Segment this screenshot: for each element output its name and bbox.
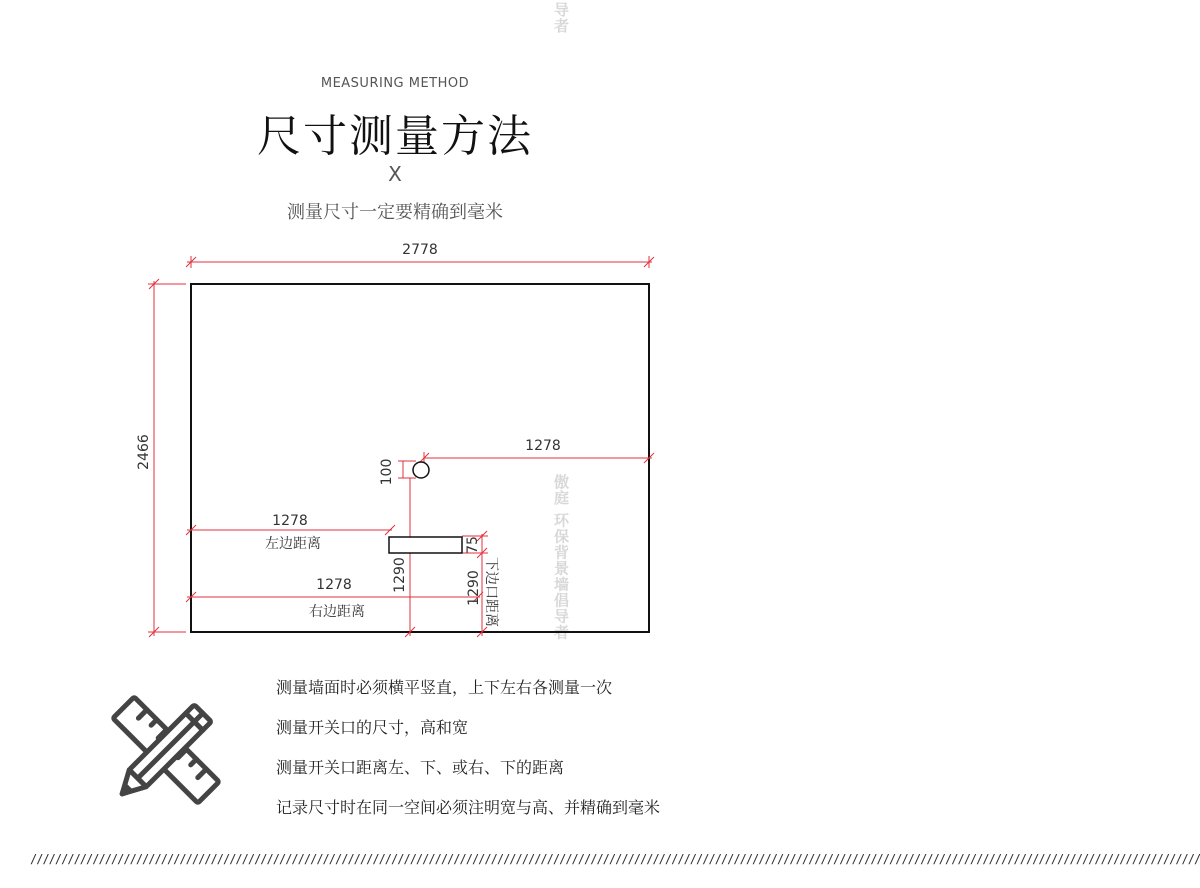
left-distance-value: 1278 [272,513,308,529]
subtitle-english: MEASURING METHOD [320,76,470,91]
page-title: 尺寸测量方法 [257,111,533,162]
outlet-height-label: 75 [465,536,481,554]
footer-hatch-divider: //////////////////////////////////////////////////////////////////////////////////////////////////////////////////////////////////////////////////////////////////////////////////////////// [30,852,1200,866]
cross-mark: X [388,162,402,186]
right-distance-value: 1278 [316,577,352,593]
bottom-right-label: 1290 [466,570,482,606]
instruction-item: 测量开关口的尺寸，高和宽 [276,718,469,737]
left-distance-text: 左边距离 [265,536,321,552]
watermark-side: 傲庭 环保背景墙倡导者 [552,474,570,641]
height-label: 2466 [136,434,152,470]
bottom-distance-text: 下边口距离 [483,557,499,627]
ruler-and-pencil-crossed-icon [104,688,228,812]
socket-circle [413,462,429,478]
bottom-left-label: 1290 [392,557,408,593]
socket-offset-label: 100 [379,458,395,486]
watermark-top: 导者 [552,2,570,34]
switch-rectangle [389,537,462,553]
width-label: 2778 [402,242,438,258]
instruction-item: 测量墙面时必须横平竖直，上下左右各测量一次 [276,678,613,697]
instructions-list [276,672,776,832]
right-distance-text: 右边距离 [309,604,365,620]
socket-right-label: 1278 [525,438,561,454]
instruction-item: 记录尺寸时在同一空间必须注明宽与高、并精确到毫米 [276,798,661,817]
instruction-item: 测量开关口距离左、下、或右、下的距离 [276,758,565,777]
page-subtitle: 测量尺寸一定要精确到毫米 [287,202,503,223]
